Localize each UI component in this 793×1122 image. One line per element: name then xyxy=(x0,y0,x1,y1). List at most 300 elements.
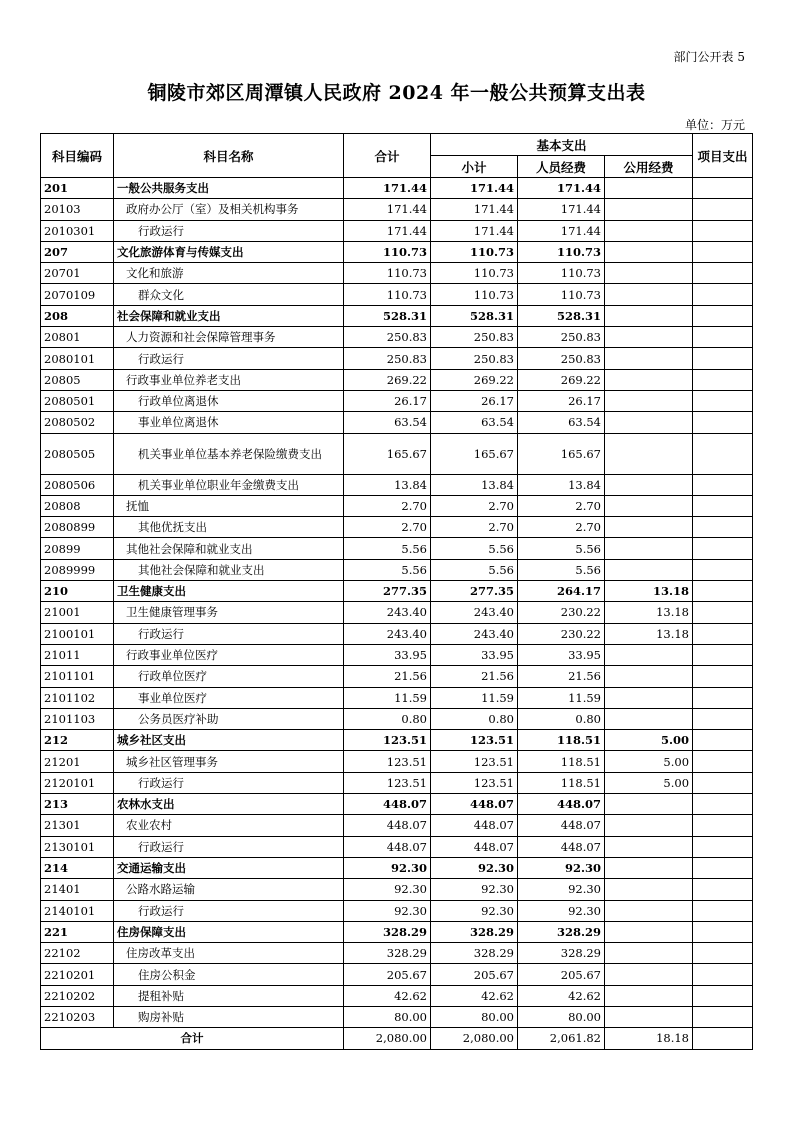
cell-name: 行政事业单位养老支出 xyxy=(114,369,344,390)
cell-subtotal: 5.56 xyxy=(431,559,518,580)
cell-code: 2101102 xyxy=(41,687,114,708)
cell-subtotal: 448.07 xyxy=(431,836,518,857)
cell-public xyxy=(605,985,693,1006)
totals-personnel: 2,061.82 xyxy=(518,1028,605,1049)
cell-personnel: 328.29 xyxy=(518,943,605,964)
cell-name: 城乡社区管理事务 xyxy=(114,751,344,772)
cell-total: 11.59 xyxy=(344,687,431,708)
cell-name: 行政运行 xyxy=(114,348,344,369)
cell-code: 208 xyxy=(41,305,114,326)
cell-project xyxy=(693,517,753,538)
cell-subtotal: 123.51 xyxy=(431,751,518,772)
table-row xyxy=(41,623,753,644)
cell-public xyxy=(605,305,693,326)
table-row xyxy=(41,474,753,495)
table-row xyxy=(41,985,753,1006)
cell-personnel: 92.30 xyxy=(518,857,605,878)
cell-code: 2080899 xyxy=(41,517,114,538)
cell-code: 2089999 xyxy=(41,559,114,580)
cell-personnel: 448.07 xyxy=(518,794,605,815)
cell-total: 13.84 xyxy=(344,474,431,495)
cell-total: 269.22 xyxy=(344,369,431,390)
cell-subtotal: 2.70 xyxy=(431,517,518,538)
cell-subtotal: 110.73 xyxy=(431,241,518,262)
cell-project xyxy=(693,390,753,411)
cell-total: 250.83 xyxy=(344,327,431,348)
cell-public: 13.18 xyxy=(605,581,693,602)
cell-project xyxy=(693,943,753,964)
cell-project xyxy=(693,666,753,687)
table-row xyxy=(41,581,753,602)
cell-code: 21401 xyxy=(41,879,114,900)
cell-name: 事业单位医疗 xyxy=(114,687,344,708)
cell-project xyxy=(693,305,753,326)
cell-personnel: 328.29 xyxy=(518,921,605,942)
cell-subtotal: 250.83 xyxy=(431,348,518,369)
cell-subtotal: 80.00 xyxy=(431,1006,518,1027)
cell-public xyxy=(605,199,693,220)
cell-name: 行政运行 xyxy=(114,623,344,644)
cell-total: 165.67 xyxy=(344,433,431,474)
cell-personnel: 2.70 xyxy=(518,517,605,538)
budget-table xyxy=(40,133,753,1050)
cell-project xyxy=(693,644,753,665)
cell-subtotal: 110.73 xyxy=(431,284,518,305)
cell-total: 0.80 xyxy=(344,708,431,729)
cell-subtotal: 205.67 xyxy=(431,964,518,985)
cell-name: 其他优抚支出 xyxy=(114,517,344,538)
cell-code: 221 xyxy=(41,921,114,942)
cell-personnel: 230.22 xyxy=(518,623,605,644)
cell-code: 22102 xyxy=(41,943,114,964)
cell-public xyxy=(605,390,693,411)
unit-label: 单位：万元 xyxy=(684,118,745,132)
cell-personnel: 250.83 xyxy=(518,327,605,348)
cell-public: 13.18 xyxy=(605,623,693,644)
cell-name: 公务员医疗补助 xyxy=(114,708,344,729)
cell-code: 2210203 xyxy=(41,1006,114,1027)
cell-project xyxy=(693,495,753,516)
cell-subtotal: 448.07 xyxy=(431,794,518,815)
cell-project xyxy=(693,857,753,878)
cell-code: 2101103 xyxy=(41,708,114,729)
table-row xyxy=(41,794,753,815)
table-row xyxy=(41,751,753,772)
cell-personnel: 171.44 xyxy=(518,178,605,199)
header-project: 项目支出 xyxy=(693,134,753,178)
cell-project xyxy=(693,836,753,857)
cell-total: 243.40 xyxy=(344,602,431,623)
cell-name: 住房保障支出 xyxy=(114,921,344,942)
cell-name: 卫生健康支出 xyxy=(114,581,344,602)
cell-code: 2210202 xyxy=(41,985,114,1006)
table-row xyxy=(41,305,753,326)
cell-public: 13.18 xyxy=(605,602,693,623)
cell-subtotal: 26.17 xyxy=(431,390,518,411)
cell-subtotal: 92.30 xyxy=(431,900,518,921)
table-row xyxy=(41,879,753,900)
cell-total: 448.07 xyxy=(344,794,431,815)
cell-total: 448.07 xyxy=(344,836,431,857)
cell-project xyxy=(693,199,753,220)
cell-total: 2.70 xyxy=(344,495,431,516)
cell-public xyxy=(605,794,693,815)
cell-name: 城乡社区支出 xyxy=(114,730,344,751)
table-row xyxy=(41,836,753,857)
table-row xyxy=(41,199,753,220)
cell-subtotal: 269.22 xyxy=(431,369,518,390)
cell-code: 214 xyxy=(41,857,114,878)
table-row xyxy=(41,559,753,580)
table-row xyxy=(41,433,753,474)
table-row xyxy=(41,772,753,793)
cell-total: 171.44 xyxy=(344,178,431,199)
cell-subtotal: 21.56 xyxy=(431,666,518,687)
cell-total: 123.51 xyxy=(344,772,431,793)
header-name: 科目名称 xyxy=(114,134,344,178)
cell-total: 171.44 xyxy=(344,220,431,241)
cell-project xyxy=(693,348,753,369)
cell-subtotal: 0.80 xyxy=(431,708,518,729)
cell-personnel: 165.67 xyxy=(518,433,605,474)
cell-personnel: 528.31 xyxy=(518,305,605,326)
table-row xyxy=(41,644,753,665)
cell-total: 205.67 xyxy=(344,964,431,985)
cell-code: 20801 xyxy=(41,327,114,348)
cell-total: 33.95 xyxy=(344,644,431,665)
cell-name: 文化旅游体育与传媒支出 xyxy=(114,241,344,262)
cell-name: 行政单位离退休 xyxy=(114,390,344,411)
cell-subtotal: 92.30 xyxy=(431,857,518,878)
cell-project xyxy=(693,815,753,836)
totals-project xyxy=(693,1028,753,1049)
table-row xyxy=(41,964,753,985)
cell-total: 123.51 xyxy=(344,751,431,772)
cell-code: 2120101 xyxy=(41,772,114,793)
table-row xyxy=(41,900,753,921)
cell-personnel: 171.44 xyxy=(518,220,605,241)
cell-code: 2080506 xyxy=(41,474,114,495)
header-subtotal: 小计 xyxy=(431,156,518,178)
cell-public xyxy=(605,687,693,708)
cell-personnel: 264.17 xyxy=(518,581,605,602)
cell-total: 21.56 xyxy=(344,666,431,687)
cell-public xyxy=(605,517,693,538)
table-row xyxy=(41,263,753,284)
cell-public xyxy=(605,220,693,241)
cell-name: 社会保障和就业支出 xyxy=(114,305,344,326)
cell-name: 政府办公厅（室）及相关机构事务 xyxy=(114,199,344,220)
cell-personnel: 0.80 xyxy=(518,708,605,729)
cell-name: 其他社会保障和就业支出 xyxy=(114,538,344,559)
cell-personnel: 11.59 xyxy=(518,687,605,708)
cell-subtotal: 243.40 xyxy=(431,602,518,623)
cell-total: 26.17 xyxy=(344,390,431,411)
cell-subtotal: 2.70 xyxy=(431,495,518,516)
cell-total: 110.73 xyxy=(344,284,431,305)
cell-code: 20805 xyxy=(41,369,114,390)
cell-project xyxy=(693,602,753,623)
cell-code: 2010301 xyxy=(41,220,114,241)
cell-public xyxy=(605,836,693,857)
cell-total: 110.73 xyxy=(344,263,431,284)
cell-name: 农林水支出 xyxy=(114,794,344,815)
cell-name: 行政运行 xyxy=(114,836,344,857)
cell-project xyxy=(693,474,753,495)
cell-personnel: 42.62 xyxy=(518,985,605,1006)
cell-code: 20103 xyxy=(41,199,114,220)
cell-total: 80.00 xyxy=(344,1006,431,1027)
cell-personnel: 269.22 xyxy=(518,369,605,390)
cell-public xyxy=(605,644,693,665)
cell-personnel: 110.73 xyxy=(518,263,605,284)
cell-total: 92.30 xyxy=(344,857,431,878)
cell-subtotal: 328.29 xyxy=(431,921,518,942)
table-body xyxy=(41,178,753,1028)
cell-public xyxy=(605,348,693,369)
totals-label: 合计 xyxy=(41,1028,344,1049)
cell-project xyxy=(693,687,753,708)
cell-total: 250.83 xyxy=(344,348,431,369)
cell-code: 212 xyxy=(41,730,114,751)
cell-public xyxy=(605,538,693,559)
cell-name: 其他社会保障和就业支出 xyxy=(114,559,344,580)
cell-total: 328.29 xyxy=(344,921,431,942)
table-row xyxy=(41,495,753,516)
page-title: 铜陵市郊区周潭镇人民政府 2024 年一般公共预算支出表 xyxy=(147,82,646,104)
cell-name: 群众文化 xyxy=(114,284,344,305)
cell-name: 文化和旅游 xyxy=(114,263,344,284)
table-row xyxy=(41,943,753,964)
cell-personnel: 5.56 xyxy=(518,559,605,580)
table-row xyxy=(41,815,753,836)
cell-subtotal: 13.84 xyxy=(431,474,518,495)
header-code: 科目编码 xyxy=(41,134,114,178)
table-row xyxy=(41,687,753,708)
cell-public xyxy=(605,943,693,964)
cell-subtotal: 328.29 xyxy=(431,943,518,964)
cell-code: 2080502 xyxy=(41,412,114,433)
cell-subtotal: 448.07 xyxy=(431,815,518,836)
cell-project xyxy=(693,559,753,580)
cell-project xyxy=(693,220,753,241)
table-row xyxy=(41,666,753,687)
header-total: 合计 xyxy=(344,134,431,178)
cell-project xyxy=(693,900,753,921)
cell-total: 63.54 xyxy=(344,412,431,433)
cell-public: 5.00 xyxy=(605,730,693,751)
table-row xyxy=(41,538,753,559)
cell-personnel: 80.00 xyxy=(518,1006,605,1027)
table-row xyxy=(41,1006,753,1027)
totals-subtotal: 2,080.00 xyxy=(431,1028,518,1049)
cell-personnel: 250.83 xyxy=(518,348,605,369)
cell-subtotal: 123.51 xyxy=(431,730,518,751)
cell-project xyxy=(693,772,753,793)
cell-personnel: 448.07 xyxy=(518,836,605,857)
cell-code: 2130101 xyxy=(41,836,114,857)
cell-project xyxy=(693,327,753,348)
cell-personnel: 26.17 xyxy=(518,390,605,411)
table-row xyxy=(41,921,753,942)
cell-public xyxy=(605,412,693,433)
cell-subtotal: 63.54 xyxy=(431,412,518,433)
cell-personnel: 110.73 xyxy=(518,284,605,305)
cell-name: 机关事业单位职业年金缴费支出 xyxy=(114,474,344,495)
cell-public xyxy=(605,369,693,390)
cell-project xyxy=(693,794,753,815)
table-row xyxy=(41,369,753,390)
cell-subtotal: 171.44 xyxy=(431,178,518,199)
cell-public xyxy=(605,284,693,305)
cell-public xyxy=(605,559,693,580)
cell-public xyxy=(605,708,693,729)
cell-public xyxy=(605,815,693,836)
cell-public xyxy=(605,327,693,348)
cell-personnel: 118.51 xyxy=(518,751,605,772)
cell-name: 行政单位医疗 xyxy=(114,666,344,687)
cell-total: 171.44 xyxy=(344,199,431,220)
cell-subtotal: 277.35 xyxy=(431,581,518,602)
cell-name: 住房改革支出 xyxy=(114,943,344,964)
cell-name: 机关事业单位基本养老保险缴费支出 xyxy=(114,433,344,474)
cell-total: 123.51 xyxy=(344,730,431,751)
cell-code: 2080501 xyxy=(41,390,114,411)
totals-public: 18.18 xyxy=(605,1028,693,1049)
cell-public xyxy=(605,433,693,474)
cell-personnel: 63.54 xyxy=(518,412,605,433)
cell-code: 2101101 xyxy=(41,666,114,687)
cell-personnel: 5.56 xyxy=(518,538,605,559)
cell-project xyxy=(693,1006,753,1027)
cell-name: 卫生健康管理事务 xyxy=(114,602,344,623)
cell-code: 21011 xyxy=(41,644,114,665)
cell-name: 行政事业单位医疗 xyxy=(114,644,344,665)
cell-name: 抚恤 xyxy=(114,495,344,516)
cell-subtotal: 5.56 xyxy=(431,538,518,559)
cell-public xyxy=(605,495,693,516)
cell-name: 农业农村 xyxy=(114,815,344,836)
cell-public xyxy=(605,666,693,687)
cell-personnel: 92.30 xyxy=(518,879,605,900)
cell-project xyxy=(693,433,753,474)
header-public: 公用经费 xyxy=(605,156,693,178)
cell-personnel: 21.56 xyxy=(518,666,605,687)
cell-total: 92.30 xyxy=(344,879,431,900)
cell-project xyxy=(693,751,753,772)
table-row xyxy=(41,348,753,369)
cell-name: 行政运行 xyxy=(114,220,344,241)
cell-code: 21201 xyxy=(41,751,114,772)
cell-public xyxy=(605,857,693,878)
cell-code: 2210201 xyxy=(41,964,114,985)
cell-subtotal: 11.59 xyxy=(431,687,518,708)
table-row xyxy=(41,284,753,305)
table-row xyxy=(41,602,753,623)
cell-personnel: 230.22 xyxy=(518,602,605,623)
cell-public xyxy=(605,900,693,921)
cell-subtotal: 171.44 xyxy=(431,220,518,241)
cell-project xyxy=(693,263,753,284)
cell-code: 21301 xyxy=(41,815,114,836)
table-row xyxy=(41,730,753,751)
cell-public xyxy=(605,1006,693,1027)
cell-name: 行政运行 xyxy=(114,772,344,793)
table-row xyxy=(41,708,753,729)
cell-public xyxy=(605,879,693,900)
cell-name: 住房公积金 xyxy=(114,964,344,985)
cell-code: 213 xyxy=(41,794,114,815)
totals-row xyxy=(41,1028,753,1049)
cell-code: 210 xyxy=(41,581,114,602)
cell-name: 提租补贴 xyxy=(114,985,344,1006)
cell-total: 448.07 xyxy=(344,815,431,836)
cell-name: 事业单位离退休 xyxy=(114,412,344,433)
cell-name: 行政运行 xyxy=(114,900,344,921)
cell-code: 2080101 xyxy=(41,348,114,369)
cell-subtotal: 92.30 xyxy=(431,879,518,900)
cell-public xyxy=(605,474,693,495)
cell-project xyxy=(693,623,753,644)
table-row xyxy=(41,241,753,262)
cell-personnel: 13.84 xyxy=(518,474,605,495)
table-row xyxy=(41,517,753,538)
cell-personnel: 171.44 xyxy=(518,199,605,220)
header-personnel: 人员经费 xyxy=(518,156,605,178)
cell-personnel: 33.95 xyxy=(518,644,605,665)
cell-public xyxy=(605,263,693,284)
cell-personnel: 92.30 xyxy=(518,900,605,921)
cell-project xyxy=(693,178,753,199)
cell-public xyxy=(605,178,693,199)
cell-total: 528.31 xyxy=(344,305,431,326)
cell-total: 328.29 xyxy=(344,943,431,964)
table-number-label: 部门公开表 5 xyxy=(673,50,745,64)
cell-project xyxy=(693,964,753,985)
table-row xyxy=(41,390,753,411)
cell-subtotal: 250.83 xyxy=(431,327,518,348)
cell-personnel: 110.73 xyxy=(518,241,605,262)
cell-total: 92.30 xyxy=(344,900,431,921)
cell-public xyxy=(605,964,693,985)
cell-code: 2070109 xyxy=(41,284,114,305)
cell-public: 5.00 xyxy=(605,751,693,772)
cell-project xyxy=(693,921,753,942)
table-row xyxy=(41,857,753,878)
cell-project xyxy=(693,879,753,900)
cell-subtotal: 33.95 xyxy=(431,644,518,665)
cell-subtotal: 171.44 xyxy=(431,199,518,220)
cell-project xyxy=(693,985,753,1006)
cell-total: 5.56 xyxy=(344,559,431,580)
table-row xyxy=(41,220,753,241)
cell-subtotal: 110.73 xyxy=(431,263,518,284)
cell-code: 20808 xyxy=(41,495,114,516)
cell-name: 购房补贴 xyxy=(114,1006,344,1027)
cell-personnel: 2.70 xyxy=(518,495,605,516)
cell-project xyxy=(693,538,753,559)
cell-code: 20899 xyxy=(41,538,114,559)
cell-total: 110.73 xyxy=(344,241,431,262)
cell-subtotal: 42.62 xyxy=(431,985,518,1006)
cell-total: 2.70 xyxy=(344,517,431,538)
cell-name: 交通运输支出 xyxy=(114,857,344,878)
cell-total: 277.35 xyxy=(344,581,431,602)
cell-subtotal: 528.31 xyxy=(431,305,518,326)
cell-code: 2100101 xyxy=(41,623,114,644)
cell-code: 207 xyxy=(41,241,114,262)
cell-project xyxy=(693,730,753,751)
